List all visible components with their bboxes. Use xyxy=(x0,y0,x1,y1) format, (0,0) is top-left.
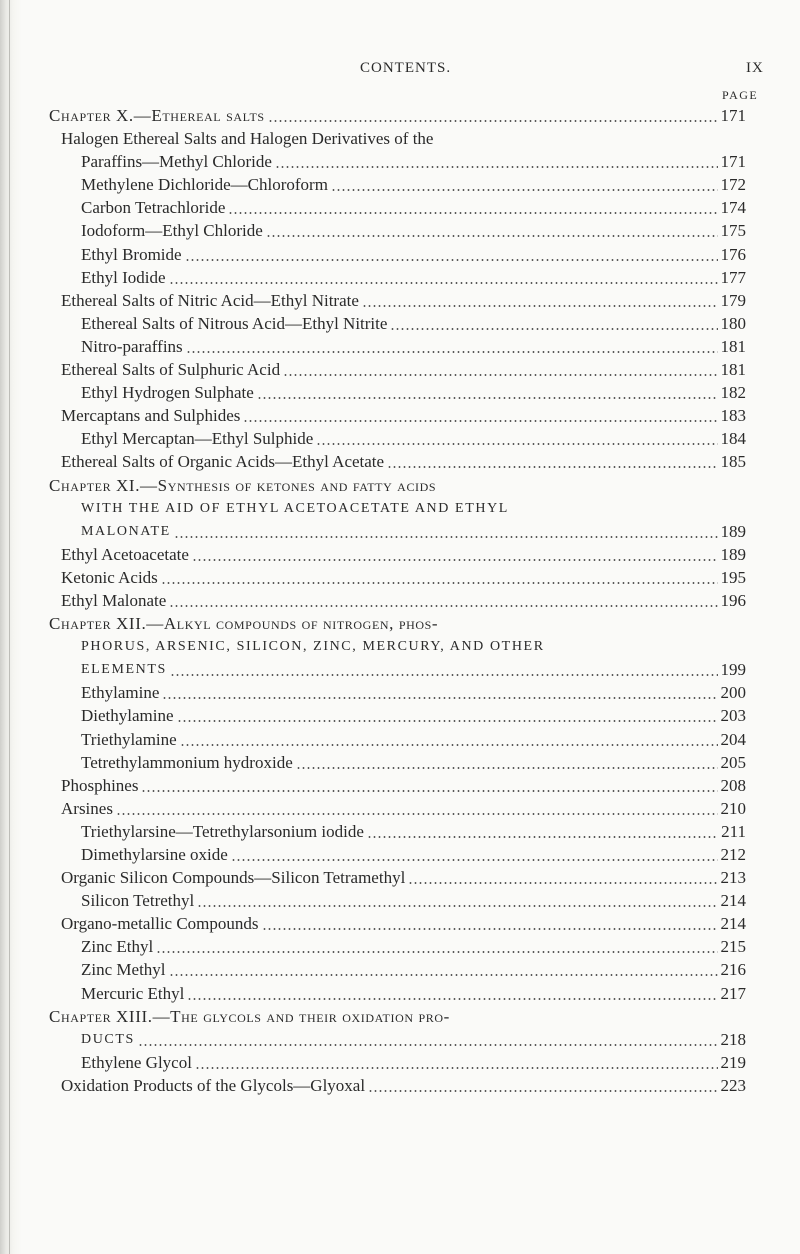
toc-leader-dots xyxy=(268,120,718,122)
toc-entry-text: Ethereal Salts of Sulphuric Acid xyxy=(61,360,281,380)
toc-entry-text: Chapter XII.—Alkyl compounds of nitrogen, phos- xyxy=(49,614,439,634)
toc-entry xyxy=(0,358,800,381)
toc-leader-dots xyxy=(162,697,717,699)
toc-entry-text: Phosphines xyxy=(61,775,139,795)
toc-page-number: 208 xyxy=(720,775,746,795)
toc-entry-text: Arsines xyxy=(61,798,113,818)
toc-page-number: 184 xyxy=(720,429,746,449)
toc-page-number: 181 xyxy=(720,336,746,356)
toc-chapter-heading xyxy=(0,104,800,127)
toc-leader-dots xyxy=(243,420,717,422)
toc-page-number: 223 xyxy=(720,1075,746,1095)
toc-page-number: 203 xyxy=(720,706,746,726)
toc-page-number: 210 xyxy=(720,798,746,818)
toc-leader-dots xyxy=(187,998,717,1000)
running-head-title: CONTENTS. xyxy=(360,60,452,76)
toc-page-number: 215 xyxy=(720,937,746,957)
toc-page-number: 196 xyxy=(720,590,746,610)
toc-leader-dots xyxy=(197,905,717,907)
toc-entry xyxy=(0,635,800,658)
toc-entry-text: Chapter X.—Ethereal salts xyxy=(49,106,265,125)
toc-page-number: 218 xyxy=(720,1029,746,1049)
toc-leader-dots xyxy=(368,1090,717,1092)
toc-page-number: 199 xyxy=(720,660,746,680)
toc-entry-text: Triethylamine xyxy=(81,729,177,749)
toc-entry-text: DUCTS xyxy=(81,1031,135,1047)
toc-entry xyxy=(0,173,800,196)
toc-entry-text: Ethyl Bromide xyxy=(81,244,182,264)
toc-leader-dots xyxy=(367,836,718,838)
toc-entry xyxy=(0,543,800,566)
toc-leader-dots xyxy=(408,882,717,884)
toc-entry xyxy=(0,889,800,912)
toc-chapter-heading xyxy=(0,612,800,635)
toc-leader-dots xyxy=(180,744,718,746)
toc-entry xyxy=(0,935,800,958)
toc-entry-text: Ethyl Malonate xyxy=(61,590,167,610)
toc-leader-dots xyxy=(116,813,718,815)
toc-leader-dots xyxy=(283,374,717,376)
table-of-contents xyxy=(0,104,800,1097)
toc-entry-text: Nitro-paraffins xyxy=(81,336,183,356)
toc-entry-text: Ethereal Salts of Nitrous Acid—Ethyl Nitrite xyxy=(81,313,388,333)
toc-entry xyxy=(0,312,800,335)
toc-page-number: 175 xyxy=(720,221,746,241)
toc-entry-text: Methylene Dichloride—Chloroform xyxy=(81,175,328,195)
toc-entry-text: Halogen Ethereal Salts and Halogen Derivatives of the xyxy=(61,129,434,149)
toc-entry xyxy=(0,150,800,173)
toc-page-number: 219 xyxy=(720,1052,746,1072)
toc-entry-text: Mercuric Ethyl xyxy=(81,983,185,1003)
toc-entry xyxy=(0,843,800,866)
toc-entry-text: Paraffins—Methyl Chloride xyxy=(81,152,272,172)
toc-page-number: 180 xyxy=(720,313,746,333)
toc-entry-text: ELEMENTS xyxy=(81,662,167,678)
toc-leader-dots xyxy=(156,951,717,953)
toc-entry xyxy=(0,127,800,150)
toc-entry-text: Oxidation Products of the Glycols—Glyoxal xyxy=(61,1075,366,1095)
toc-entry-text: Ethereal Salts of Organic Acids—Ethyl Acetate xyxy=(61,452,385,472)
toc-entry xyxy=(0,681,800,704)
toc-entry xyxy=(0,196,800,219)
toc-entry-text: Ethyl Hydrogen Sulphate xyxy=(81,383,254,403)
toc-entry xyxy=(0,728,800,751)
toc-page-number: 181 xyxy=(720,360,746,380)
toc-entry-text: PHORUS, ARSENIC, SILICON, ZINC, MERCURY, AND OTHER xyxy=(81,639,545,655)
toc-page-number: 204 xyxy=(720,729,746,749)
toc-leader-dots xyxy=(141,790,717,792)
toc-entry xyxy=(0,450,800,473)
toc-leader-dots xyxy=(186,351,718,353)
toc-entry xyxy=(0,589,800,612)
toc-entry xyxy=(0,751,800,774)
toc-entry xyxy=(0,1074,800,1097)
toc-page-number: 195 xyxy=(720,567,746,587)
toc-page-number: 171 xyxy=(720,152,746,172)
toc-leader-dots xyxy=(169,605,717,607)
toc-entry-text: Ethyl Iodide xyxy=(81,267,166,287)
toc-entry-text: Silicon Tetrethyl xyxy=(81,891,195,911)
toc-entry xyxy=(0,774,800,797)
toc-entry xyxy=(0,982,800,1005)
toc-entry xyxy=(0,566,800,589)
toc-page-number: 200 xyxy=(720,683,746,703)
toc-page-number: 205 xyxy=(720,752,746,772)
toc-leader-dots xyxy=(390,328,717,330)
toc-page-number: 214 xyxy=(720,914,746,934)
toc-leader-dots xyxy=(138,1044,718,1046)
toc-page-number: 211 xyxy=(721,821,746,841)
toc-entry-text: Chapter XI.—Synthesis of ketones and fatty acids xyxy=(49,475,437,495)
toc-entry-text: Ketonic Acids xyxy=(61,567,158,587)
toc-page-number: 183 xyxy=(720,406,746,426)
toc-entry-text: Ethylamine xyxy=(81,683,160,703)
toc-leader-dots xyxy=(185,259,718,261)
toc-leader-dots xyxy=(231,859,718,861)
toc-leader-dots xyxy=(174,536,718,538)
toc-entry-text: Organo-metallic Compounds xyxy=(61,914,259,934)
toc-page-number: 176 xyxy=(720,244,746,264)
toc-entry xyxy=(0,866,800,889)
toc-entry-text: Dimethylarsine oxide xyxy=(81,845,228,864)
toc-entry-text: Ethereal Salts of Nitric Acid—Ethyl Nitrate xyxy=(61,290,359,310)
toc-entry-text: Triethylarsine—Tetrethylarsonium iodide xyxy=(81,821,364,841)
toc-entry-text: WITH THE AID OF ETHYL ACETOACETATE AND ETHYL xyxy=(81,500,509,516)
toc-entry-text: Ethylene Glycol xyxy=(81,1052,192,1072)
toc-entry xyxy=(0,797,800,820)
toc-page-number: 179 xyxy=(720,290,746,310)
toc-entry-text: Tetrethylammonium hydroxide xyxy=(81,752,293,772)
toc-leader-dots xyxy=(316,443,717,445)
toc-leader-dots xyxy=(331,189,718,191)
toc-entry-text: Zinc Methyl xyxy=(81,960,166,980)
toc-entry-text: Iodoform—Ethyl Chloride xyxy=(81,221,263,241)
toc-entry-text: Carbon Tetrachloride xyxy=(81,198,226,218)
toc-entry xyxy=(0,958,800,981)
toc-entry-text: Organic Silicon Compounds—Silicon Tetramethyl xyxy=(61,868,406,888)
toc-entry xyxy=(0,381,800,404)
toc-entry xyxy=(0,427,800,450)
toc-leader-dots xyxy=(228,212,717,214)
toc-page-number: 182 xyxy=(720,383,746,403)
toc-entry xyxy=(0,912,800,935)
toc-leader-dots xyxy=(275,166,718,168)
page-folio: IX xyxy=(746,60,764,76)
toc-leader-dots xyxy=(195,1067,718,1069)
toc-page-number: 212 xyxy=(720,845,746,864)
toc-leader-dots xyxy=(257,397,718,399)
toc-entry-text: Zinc Ethyl xyxy=(81,937,154,957)
toc-page-number: 177 xyxy=(720,267,746,287)
toc-entry xyxy=(0,219,800,242)
toc-page-number: 185 xyxy=(720,452,746,472)
toc-chapter-heading xyxy=(0,474,800,497)
running-head xyxy=(0,60,800,80)
toc-entry-text: MALONATE xyxy=(81,523,171,539)
toc-leader-dots xyxy=(266,235,718,237)
toc-leader-dots xyxy=(169,974,718,976)
toc-leader-dots xyxy=(296,767,718,769)
toc-page-number: 171 xyxy=(720,106,746,125)
toc-leader-dots xyxy=(387,466,717,468)
toc-entry xyxy=(0,266,800,289)
toc-entry xyxy=(0,335,800,358)
toc-entry-text: Ethyl Mercaptan—Ethyl Sulphide xyxy=(81,429,314,449)
toc-entry xyxy=(0,520,800,543)
toc-page-number: 172 xyxy=(720,175,746,195)
toc-leader-dots xyxy=(362,305,718,307)
toc-leader-dots xyxy=(161,582,718,584)
toc-entry xyxy=(0,658,800,681)
toc-entry-text: Ethyl Acetoacetate xyxy=(61,544,189,564)
toc-entry xyxy=(0,1028,800,1051)
toc-page-number: 213 xyxy=(720,868,746,888)
toc-leader-dots xyxy=(169,282,718,284)
toc-leader-dots xyxy=(177,720,718,722)
toc-entry-text: Diethylamine xyxy=(81,706,174,726)
toc-page-number: 189 xyxy=(720,544,746,564)
toc-page-number: 216 xyxy=(720,960,746,980)
toc-entry-text: Mercaptans and Sulphides xyxy=(61,406,241,426)
toc-entry xyxy=(0,497,800,520)
toc-entry xyxy=(0,289,800,312)
toc-page-number: 189 xyxy=(720,521,746,541)
toc-leader-dots xyxy=(262,928,718,930)
toc-page-number: 214 xyxy=(720,891,746,911)
toc-page-number: 217 xyxy=(720,983,746,1003)
toc-entry xyxy=(0,404,800,427)
toc-entry-text: Chapter XIII.—The glycols and their oxidation pro- xyxy=(49,1006,450,1026)
toc-leader-dots xyxy=(170,674,718,676)
toc-leader-dots xyxy=(192,559,718,561)
toc-entry xyxy=(0,243,800,266)
toc-chapter-heading xyxy=(0,1005,800,1028)
toc-entry xyxy=(0,1051,800,1074)
toc-entry xyxy=(0,704,800,727)
toc-page-number: 174 xyxy=(720,198,746,218)
page-column-label: PAGE xyxy=(722,88,759,102)
toc-entry xyxy=(0,820,800,843)
